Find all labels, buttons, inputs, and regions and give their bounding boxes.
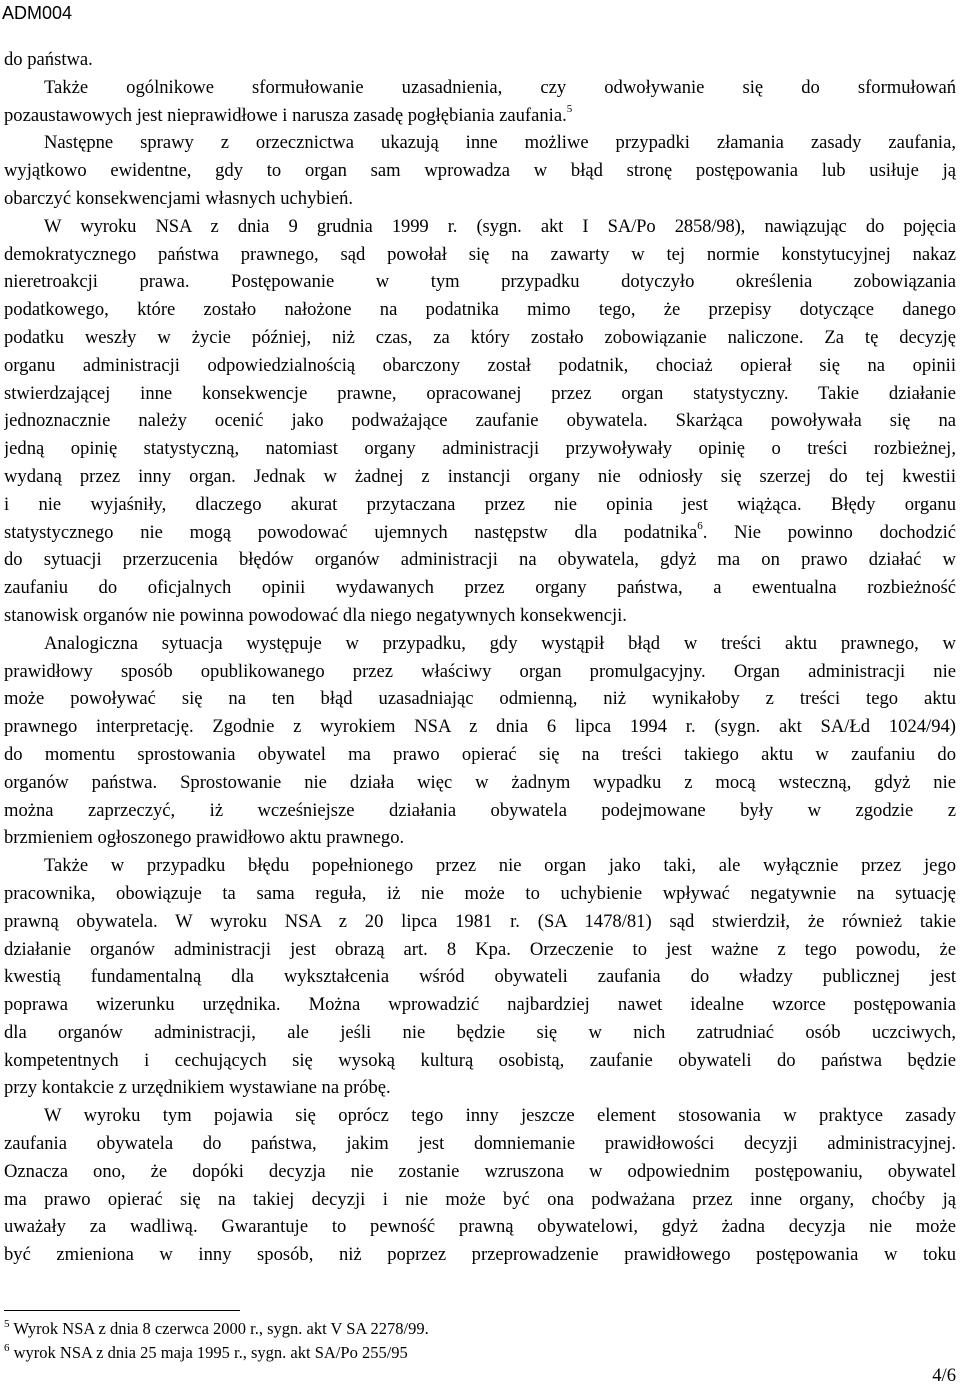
text-line: nieretroakcji prawa. Postępowanie w tym przypadku dotyczyło określenia zobowiązania <box>4 271 956 293</box>
text-line: demokratycznego państwa prawnego, sąd powołał się na zawarty w tej normie konstytucyjnej nakaz <box>4 243 956 265</box>
text-line: W wyroku tym pojawia się oprócz tego inny jeszcze element stosowania w praktyce zasady <box>44 1105 956 1127</box>
text-line-continuation: . Nie powinno dochodzić <box>702 521 956 543</box>
text-line: prawną obywatela. W wyroku NSA z 20 lipca 1981 r. (SA 1478/81) sąd stwierdził, że również takie <box>4 910 956 932</box>
text-line: ma prawo opierać się na takiej decyzji i nie może być ona podważana przez inne organy, choćby ją <box>4 1188 956 1210</box>
paragraph <box>4 129 956 212</box>
text-line: pracownika, obowiązuje ta sama reguła, iż nie może to uchybienie wpływać negatywnie na sytuację <box>4 882 956 904</box>
text-line: stanowisk organów nie powinna powodować dla niego negatywnych konsekwencji. <box>4 604 627 626</box>
text-line: prawnego interpretację. Zgodnie z wyrokiem NSA z dnia 6 lipca 1994 r. (sygn. akt SA/Łd 1024/94) <box>4 716 956 738</box>
text-line: do państwa. <box>4 49 93 70</box>
text-line: Następne sprawy z orzecznictwa ukazują inne możliwe przypadki złamania zasady zaufania, <box>44 132 956 154</box>
page-body <box>4 46 956 1269</box>
text-line: dla organów administracji, ale jeśli nie będzie się w nich zatrudniać osób uczciwych, <box>4 1021 956 1043</box>
text-line: może powoływać się na ten błąd uzasadniając odmienną, niż wynikałoby z treści tego aktu <box>4 688 956 710</box>
text-line: W wyroku NSA z dnia 9 grudnia 1999 r. (sygn. akt I SA/Po 2858/98), nawiązując do pojęcia <box>44 215 956 237</box>
text-line: pozaustawowych jest nieprawidłowe i narusza zasadę pogłębiania zaufania.$^5$ <box>4 103 573 126</box>
text-line: kompetentnych i cechujących się wysoką kulturą osobistą, zaufanie obywateli do państwa będzie <box>4 1049 956 1071</box>
paragraph <box>4 1102 956 1269</box>
text-line: być zmieniona w inny sposób, niż poprzez przeprowadzenie prawidłowego postępowania w toku <box>4 1244 956 1266</box>
text-line: przy kontakcie z urzędnikiem wystawiane na próbę. <box>4 1077 391 1099</box>
text-line: zaufania obywatela do państwa, jakim jest domniemanie prawidłowości decyzji administracyjnej. <box>4 1133 956 1155</box>
text-line: statystycznego nie mogą powodować ujemnych następstw dla podatnika$^6$. Nie powinno dochodzić <box>4 520 956 543</box>
text-line: organu administracji odpowiedzialnością obarczony został podatnik, chociaż opierał się na opinii <box>4 354 956 376</box>
paragraph <box>4 213 956 630</box>
text-line: prawidłowy sposób opublikowanego przez właściwy organ promulgacyjny. Organ administracji nie <box>4 660 956 682</box>
footnote-divider <box>4 1310 240 1311</box>
text-line: podatku weszły w życie później, niż czas, za który zostało zobowiązanie naliczone. Za tę decyzję <box>4 326 956 348</box>
text-line: działanie organów administracji jest obrazą art. 8 Kpa. Orzeczenie to jest ważne z tego powodu, że <box>4 938 956 960</box>
footnote-5-text: Wyrok NSA z dnia 8 czerwca 2000 r., sygn. akt V SA 2278/99. <box>13 1319 429 1338</box>
paragraph <box>4 630 956 852</box>
paragraph <box>4 46 956 74</box>
footnote-5-number: 5 <box>4 1317 10 1330</box>
page-number: 4/6 <box>932 1365 956 1386</box>
footnote-6-number: 6 <box>4 1341 10 1354</box>
text-line: wydaną przez inny organ. Jednak w żadnej z instancji organy nie odniosły się szerzej do tej kwestii <box>4 465 956 487</box>
footnote-6-text: wyrok NSA z dnia 25 maja 1995 r., sygn. akt SA/Po 255/95 <box>13 1343 408 1362</box>
text-line: wyjątkowo ewidentne, gdy to organ sam wprowadza w błąd stronę postępowania lub usiłuje ją <box>4 160 956 182</box>
text-line: Także ogólnikowe sformułowanie uzasadnienia, czy odwoływanie się do sformułowań <box>44 76 956 98</box>
text-line: do sytuacji przerzucenia błędów organów administracji na obywatela, gdyż ma on prawo działać w <box>4 549 956 571</box>
text-line: stwierdzającej inne konsekwencje prawne, opracowanej przez organ statystyczny. Takie działanie <box>4 382 956 404</box>
text-line: można zaprzeczyć, iż wcześniejsze działania obywatela podejmowane były w zgodzie z <box>4 799 956 821</box>
document-id: ADM004 <box>2 3 73 23</box>
text-line: brzmieniem ogłoszonego prawidłowo aktu prawnego. <box>4 827 405 849</box>
text-line: Także w przypadku błędu popełnionego przez nie organ jako taki, ale wyłącznie przez jego <box>44 855 956 877</box>
text-line: organów państwa. Sprostowanie nie działa więc w żadnym wypadku z mocą wsteczną, gdyż nie <box>4 771 956 793</box>
footnote-5 <box>4 1319 429 1339</box>
text-line: obarczyć konsekwencjami własnych uchybień. <box>4 187 354 209</box>
text-line: do momentu sprostowania obywatel ma prawo opierać się na treści takiego aktu w zaufaniu do <box>4 743 956 765</box>
footnote-ref: 6 <box>697 520 703 533</box>
paragraph <box>4 852 956 1102</box>
text-line: Oznacza ono, że dopóki decyzja nie zostanie wzruszona w odpowiednim postępowaniu, obywatel <box>4 1160 956 1182</box>
text-line: jedną opinię statystyczną, natomiast organy administracji przywoływały opinię o treści rozbieżnej, <box>4 438 956 460</box>
footnote-6 <box>4 1343 408 1363</box>
paragraph <box>4 74 956 130</box>
text-line: uważały za wadliwą. Gwarantuje to pewność prawną obywatelowi, gdyż żadna decyzja nie może <box>4 1216 956 1238</box>
footnote-ref: 5 <box>566 103 573 116</box>
text-line: kwestią fundamentalną dla wykształcenia wśród obywateli zaufania do władzy publicznej jest <box>4 966 956 988</box>
text-line: zaufaniu do oficjalnych opinii wydawanych przez organy państwa, a ewentualna rozbieżność <box>4 577 956 599</box>
text-line: poprawa wizerunku urzędnika. Można wprowadzić najbardziej nawet idealne wzorce postępowania <box>4 994 956 1016</box>
text-line: Analogiczna sytuacja występuje w przypadku, gdy wystąpił błąd w treści aktu prawnego, w <box>44 632 956 654</box>
text-line: i nie wyjaśniły, dlaczego akurat przytaczana przez nie opinia jest wiążąca. Błędy organu <box>4 493 956 515</box>
text-line: podatkowego, które zostało nałożone na podatnika mimo tego, że przepisy dotyczące danego <box>4 299 956 321</box>
text-line: jednoznacznie należy ocenić jako podważające zaufanie obywatela. Skarżąca powoływała się na <box>4 410 956 432</box>
